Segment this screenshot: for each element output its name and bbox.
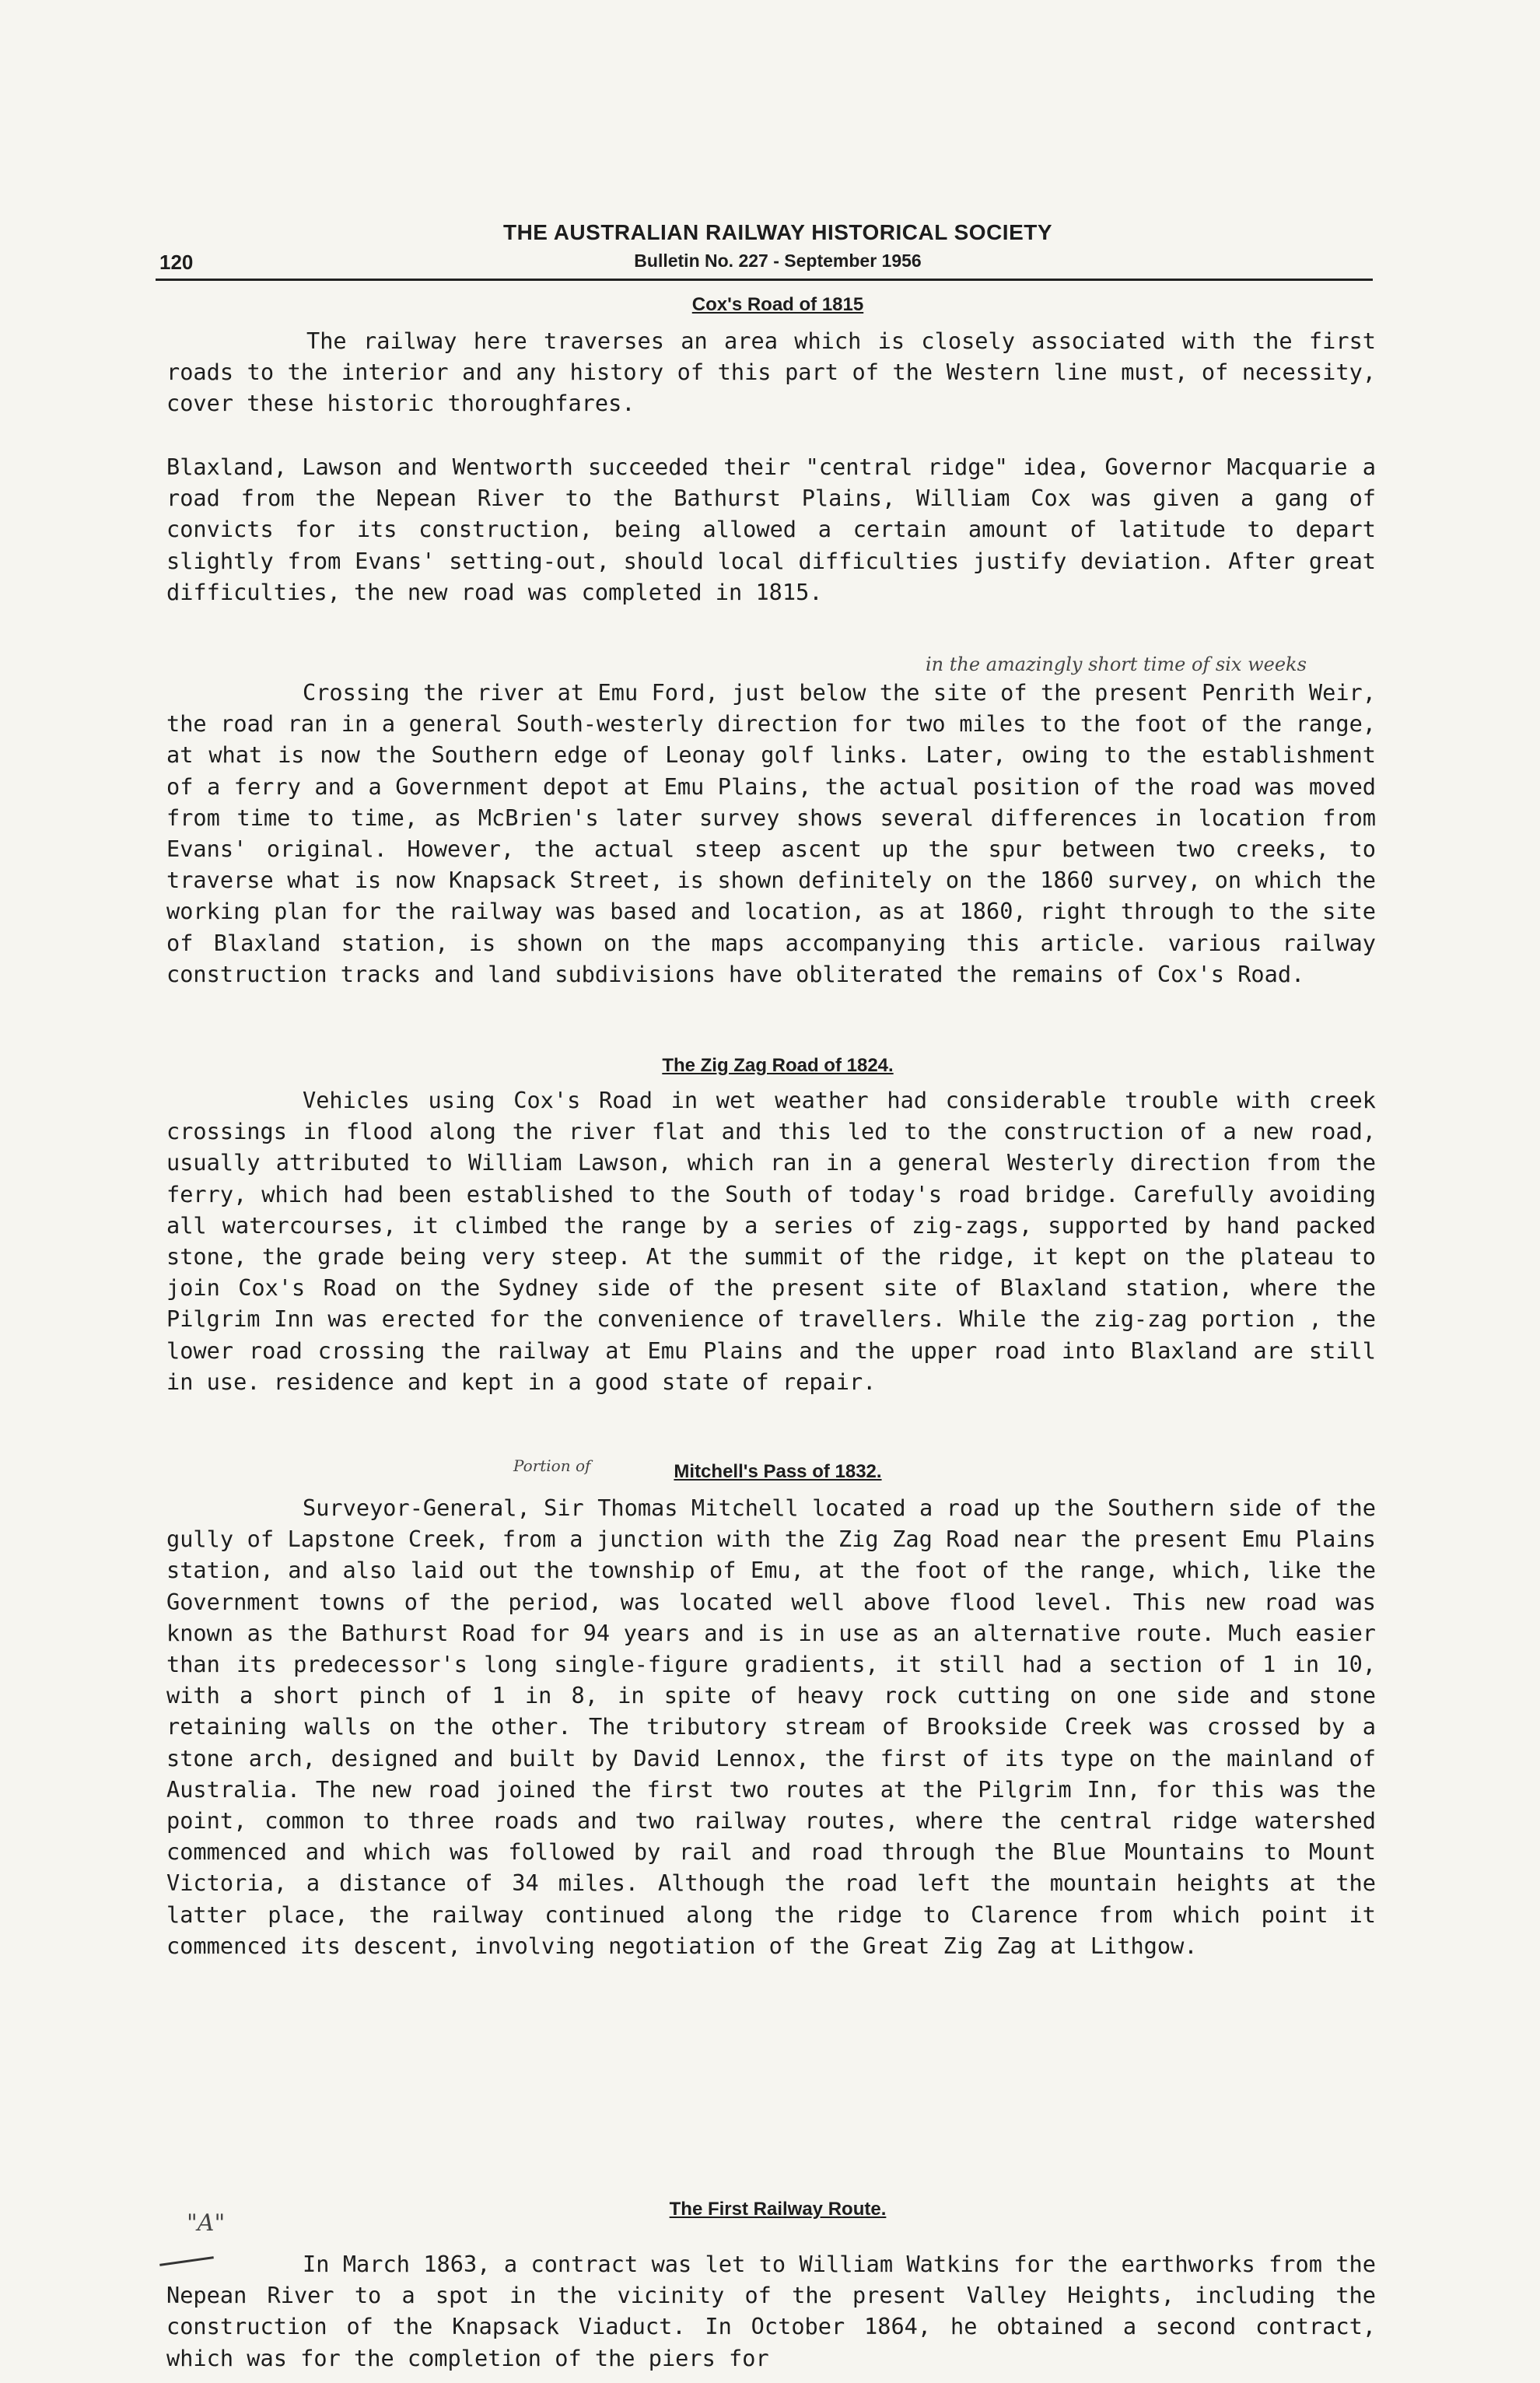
- header-rule: [156, 279, 1373, 281]
- paragraph: Blaxland, Lawson and Wentworth succeeded their "central ridge" idea, Governor Macquarie a road from the Nepean River to the Bathurst Plains, William Cox was given a gang of convicts for its construction, being allowed a certain amount of latitude to depart slightly from Evans' setting-out, should local difficulties justify deviation. After great difficulties, the new road was completed in 1815.: [166, 454, 1376, 605]
- section-heading-zig-zag-road: The Zig Zag Road of 1824.: [662, 1055, 894, 1076]
- page-number: 120: [159, 251, 194, 274]
- paragraph: The railway here traverses an area which is closely associated with the first roads to the interior and any history of this part of the Western line must, of necessity, cover these historic thoroughfares.: [166, 328, 1376, 417]
- paragraph: Surveyor-General, Sir Thomas Mitchell located a road up the Southern side of the gully of Lapstone Creek, from a junction with the Zig Zag Road near the present Emu Plains station, and also laid out the township of Emu, at the foot of the range, which, like the Government towns of the period, was located well above flood level. This new road was known as the Bathurst Road for 94 years and is in use as an alternative route. Much easier than its predecessor's long single-figure gradients, it still had a section of 1 in 10, with a short pinch of 1 in 8, in spite of heavy rock cutting on one side and stone retaining walls on the other. The tributory stream of Brookside Creek was crossed by a stone arch, designed and built by David Lennox, the first of its type on the mainland of Australia. The new road joined the first two routes at the Pilgrim Inn, for this was the point, common to three roads and two railway routes, where the central ridge watershed commenced and which was followed by rail and road through the Blue Mountains to Mount Victoria, a distance of 34 miles. Although the road left the mountain heights at the latter place, the railway continued along the ridge to Clarence from which point it commenced its descent, involving negotiation of the Great Zig Zag at Lithgow.: [166, 1495, 1376, 1959]
- paragraph: Crossing the river at Emu Ford, just below the site of the present Penrith Weir, the road ran in a general South-westerly direction for two miles to the foot of the range, at what is now the Southern edge of Leonay golf links. Later, owing to the establishment of a ferry and a Government depot at Emu Plains, the actual position of the road was moved from time to time, as McBrien's later survey shows several differences in location from Evans' original. However, the actual steep ascent up the spur between two creeks, to traverse what is now Knapsack Street, is shown definitely on the 1860 survey, on which the working plan for the railway was based and location, as at 1860, right through to the site of Blaxland station, is shown on the maps accompanying this article. various railway construction tracks and land subdivisions have obliterated the remains of Cox's Road.: [166, 679, 1376, 987]
- paragraph: Vehicles using Cox's Road in wet weather had considerable trouble with creek crossings in flood along the river flat and this led to the construction of a new road, usually attributed to William Lawson, which ran in a general Westerly direction from the ferry, which had been established to the South of today's road bridge. Carefully avoiding all watercourses, it climbed the range by a series of zig-zags, supported by hand packed stone, the grade being very steep. At the summit of the ridge, it kept on the plateau to join Cox's Road on the Sydney side of the present site of Blaxland station, where the Pilgrim Inn was erected for the convenience of travellers. While the zig-zag portion , the lower road crossing the railway at Emu Plains and the upper road into Blaxland are still in use. residence and kept in a good state of repair.: [166, 1087, 1376, 1395]
- handwritten-note: Portion of: [513, 1456, 591, 1475]
- bulletin-line: Bulletin No. 227 - September 1956: [634, 251, 922, 271]
- society-title: THE AUSTRALIAN RAILWAY HISTORICAL SOCIETY: [502, 220, 1053, 244]
- section-heading-mitchells-pass: Mitchell's Pass of 1832.: [674, 1461, 882, 1482]
- handwritten-note: "A": [187, 2210, 226, 2237]
- section-heading-coxs-road: Cox's Road of 1815: [691, 294, 864, 315]
- paragraph: In March 1863, a contract was let to William Watkins for the earthworks from the Nepean River to a spot in the vicinity of the present Valley Heights, including the construction of the Knapsack Viaduct. In October 1864, he obtained a second contract, which was for the completion of the piers for: [166, 2251, 1376, 2371]
- section-heading-first-railway-route: The First Railway Route.: [669, 2199, 887, 2220]
- handwritten-note: in the amazingly short time of six weeks: [926, 654, 1307, 675]
